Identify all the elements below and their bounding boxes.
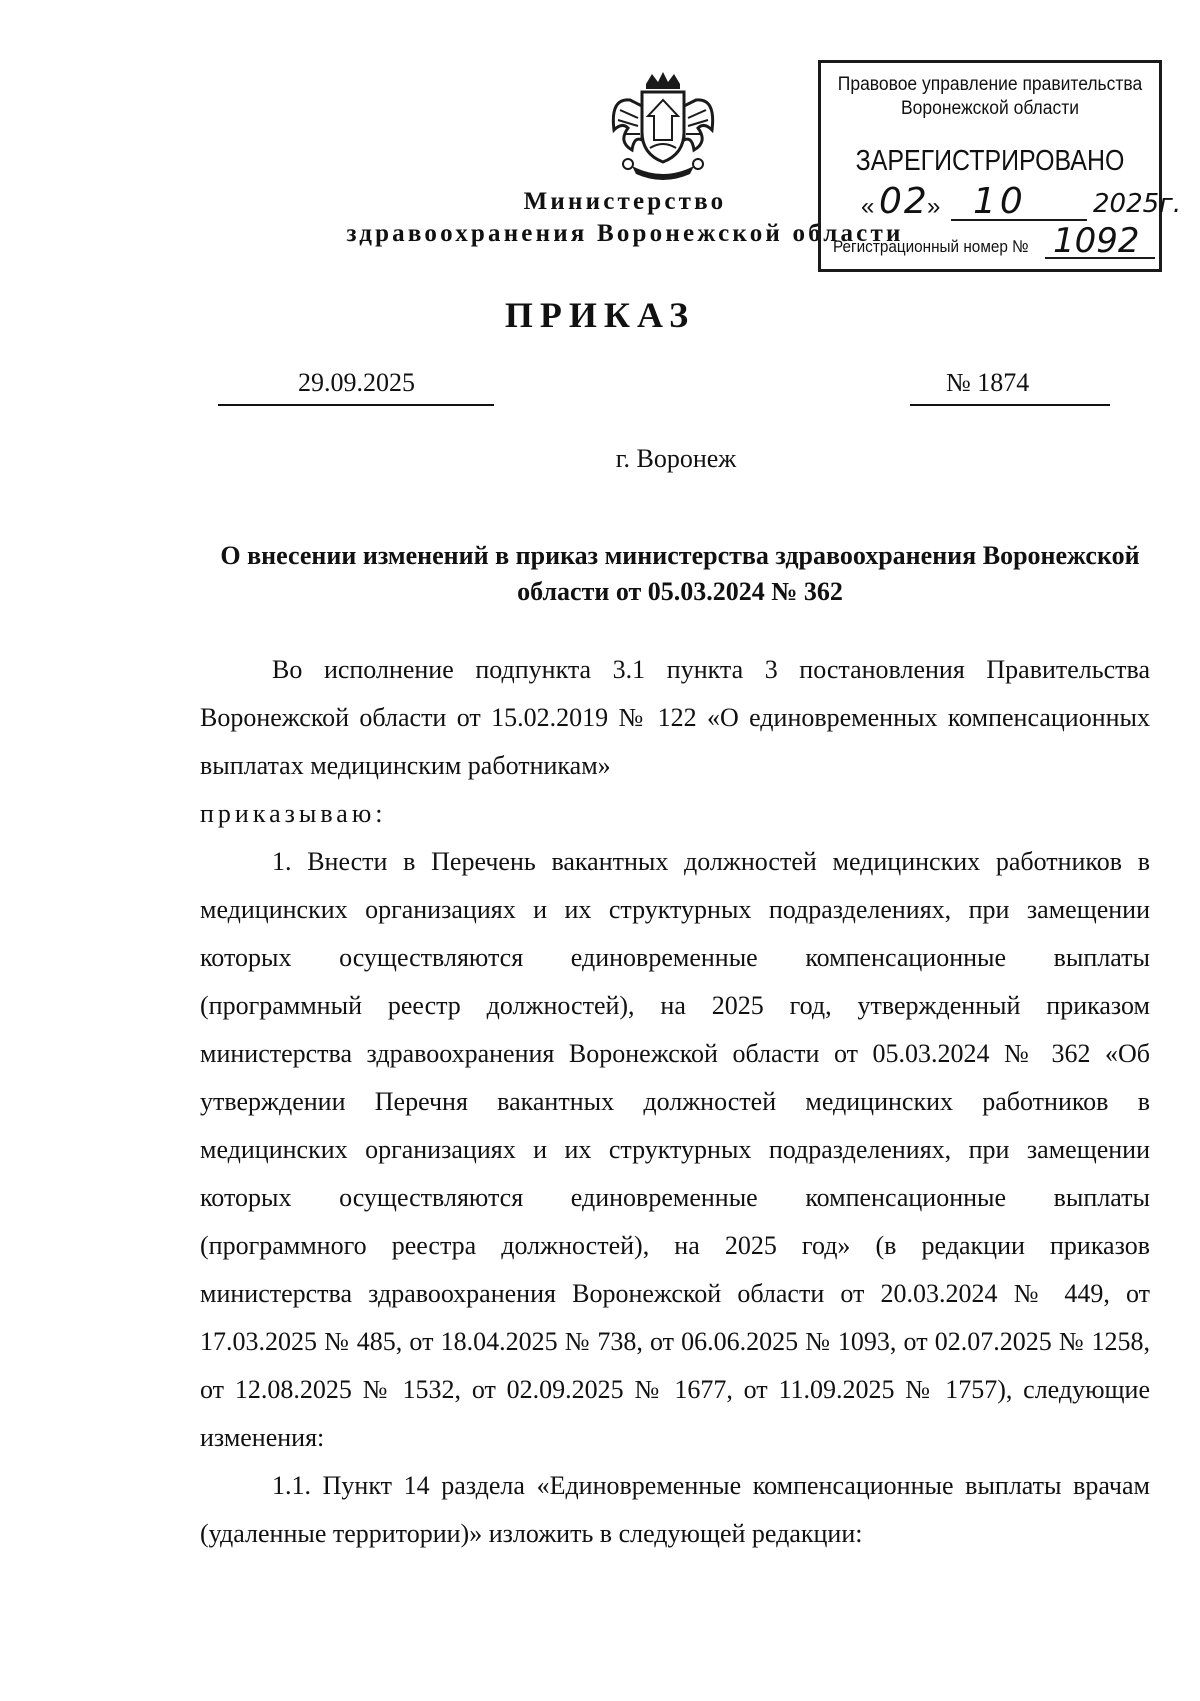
document-title: ПРИКАЗ — [504, 295, 696, 335]
stamp-reg-number: 1092 — [1053, 221, 1140, 261]
stamp-day: 02 — [879, 181, 929, 222]
order-subject: О внесении изменений в приказ министерства здравоохранения Воронежской области от 05.03.2024 № 362 — [220, 541, 1140, 606]
paragraph-1: 1. Внести в Перечень вакантных должностей медицинских работников в медицинских организациях и их структурных подразделениях, при замещении которых осуществляются единовременные компенсационные выплаты (программный реестр должностей), на 2025 год, утвержденный приказом министерства здравоохранения Воронежской области от 05.03.2024 № 362 «Об утверждении Перечня вакантных должностей медицинских работников в медицинских организациях и их структурных подразделениях, при замещении которых осуществляются единовременные компенсационные выплаты (программного реестра должностей), на 2025 год» (в редакции приказов министерства здравоохранения Воронежской области от 20.03.2024 № 449, от 17.03.2025 № 485, от 18.04.2025 № 738, от 06.06.2025 № 1093, от 02.07.2025 № 1258, от 12.08.2025 № 1532, от 02.09.2025 № 1677, от 11.09.2025 № 1757), следующие изменения: — [200, 847, 1150, 1452]
stamp-quote-close: » — [927, 193, 941, 220]
city: г. Воронеж — [615, 444, 737, 473]
stamp-registered-label: ЗАРЕГИСТРИРОВАНО — [855, 145, 1125, 177]
ministry-line-2: здравоохранения Воронежской области — [346, 220, 904, 247]
paragraph-1-1: 1.1. Пункт 14 раздела «Единовременные компенсационные выплаты врачам (удаленные территории)» изложить в следующей редакции: — [200, 1471, 1150, 1548]
order-date: 29.09.2025 — [298, 368, 415, 397]
order-number-field — [910, 368, 1110, 406]
document-body — [200, 646, 1150, 1558]
registration-stamp — [818, 60, 1182, 272]
ministry-line-1: Министерство — [523, 188, 727, 215]
order-number: № 1874 — [946, 368, 1030, 397]
stamp-reg-number-row — [833, 223, 1159, 263]
intro-paragraph: Во исполнение подпункта 3.1 пункта 3 постановления Правительства Воронежской области от 15.02.2019 № 122 «О единовременных компенсационных выплатах медицинским работникам» — [200, 655, 1150, 780]
stamp-quote-open: « — [861, 193, 875, 220]
stamp-department: Правовое управление правительства Воронежской области — [837, 74, 1143, 119]
stamp-month: 10 — [973, 181, 1027, 222]
order-word: приказываю: — [200, 799, 387, 828]
stamp-reg-number-label: Регистрационный номер № — [833, 237, 1029, 256]
order-date-field — [218, 368, 494, 406]
coat-of-arms-icon — [608, 70, 718, 182]
stamp-year: 2025г. — [1093, 189, 1182, 219]
